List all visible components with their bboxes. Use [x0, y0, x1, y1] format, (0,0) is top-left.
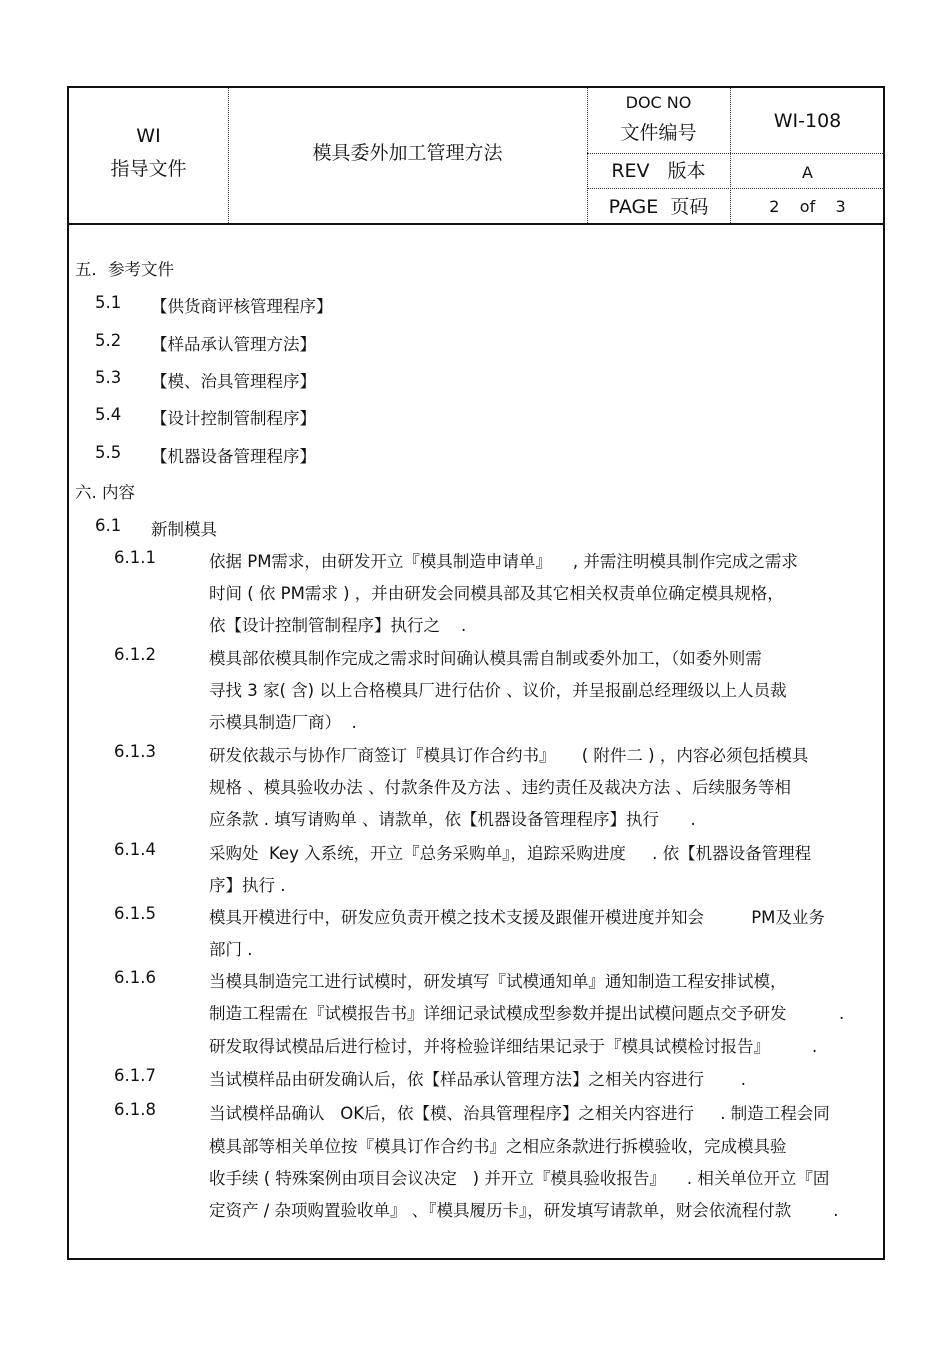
ref-item-number: 5.2 — [95, 331, 122, 350]
clause-line: 应条款 . 填写请购单 、请款单，依【机器设备管理程序】执行 . — [209, 810, 696, 829]
clause-number: 6.1.7 — [114, 1066, 156, 1085]
page-label: PAGE 页码 — [608, 196, 709, 218]
clause-line: 制造工程需在『试模报告书』详细记录试模成型参数并提出试模问题点交予研发 . — [209, 1004, 845, 1023]
clause-line: 定资产 / 杂项购置验收单』 、『模具履历卡』，研发填写请款单，财会依流程付款 . — [209, 1201, 839, 1220]
clause-number: 6.1.1 — [114, 548, 156, 567]
docno-cn-label: 文件编号 — [620, 122, 697, 144]
wi-sub-label: 指导文件 — [110, 158, 187, 180]
clause-line: 依【设计控制管制程序】执行之 . — [209, 616, 467, 635]
ref-item-text: 【样品承认管理方法】 — [151, 335, 316, 354]
clause-line: 寻找 3 家( 含) 以上合格模具厂进行估价 、议价，并呈报副总经理级以上人员裁 — [209, 681, 787, 700]
header-divider — [587, 188, 885, 189]
clause-line: 模具开模进行中，研发应负责开模之技术支援及跟催开模进度并知会 PM及业务 — [209, 908, 825, 927]
ref-item-number: 5.3 — [95, 368, 122, 387]
clause-line: 采购处 Key 入系统，开立『总务采购单』，追踪采购进度 . 依【机器设备管理程 — [209, 844, 812, 863]
ref-item-number: 5.5 — [95, 443, 122, 462]
clause-number: 6.1.5 — [114, 904, 156, 923]
clause-number: 6.1.2 — [114, 645, 156, 664]
clause-number: 6.1.8 — [114, 1100, 156, 1119]
clause-line: 模具部依模具制作完成之需求时间确认模具需自制或委外加工，（如委外则需 — [209, 649, 762, 668]
subsection-number: 6.1 — [95, 516, 122, 535]
document-title: 模具委外加工管理方法 — [312, 142, 503, 164]
subsection-title: 新制模具 — [151, 520, 217, 539]
docno-en-label: DOC NO — [625, 93, 692, 112]
ref-item-number: 5.4 — [95, 405, 122, 424]
clause-line: 序】执行 . — [209, 876, 286, 895]
page-value: 2 of 3 — [769, 197, 846, 216]
clause-line: 研发依裁示与协作厂商签订『模具订作合约书』 ( 附件二 ) ，内容必须包括模具 — [209, 746, 809, 765]
clause-line: 示模具制造厂商） . — [209, 713, 357, 732]
clause-line: 时间 ( 依 PM需求 ) ，并由研发会同模具部及其它相关权责单位确定模具规格， — [209, 584, 784, 603]
clause-line: 当试模样品由研发确认后，依【样品承认管理方法】之相关内容进行 . — [209, 1070, 746, 1089]
clause-line: 规格 、模具验收办法 、付款条件及方法 、违约责任及裁决方法 、后续服务等相 — [209, 778, 791, 797]
clause-number: 6.1.6 — [114, 968, 156, 987]
clause-line: 当模具制造完工进行试模时，研发填写『试模通知单』通知制造工程安排试模， — [209, 972, 787, 991]
clause-number: 6.1.4 — [114, 840, 156, 859]
rev-label: REV 版本 — [611, 160, 706, 182]
section5-heading: 五．参考文件 — [75, 260, 174, 279]
clause-line: 部门 . — [209, 940, 253, 959]
clause-line: 当试模样品确认 OK后，依【模、治具管理程序】之相关内容进行 . 制造工程会同 — [209, 1104, 830, 1123]
ref-item-text: 【模、治具管理程序】 — [151, 372, 316, 391]
ref-item-text: 【设计控制管制程序】 — [151, 409, 316, 428]
clause-number: 6.1.3 — [114, 742, 156, 761]
clause-line: 依据 PM需求，由研发开立『模具制造申请单』 , 并需注明模具制作完成之需求 — [209, 552, 798, 571]
ref-item-text: 【供货商评核管理程序】 — [151, 297, 333, 316]
doc-number: WI-108 — [773, 110, 842, 132]
ref-item-number: 5.1 — [95, 293, 122, 312]
section6-heading: 六. 内容 — [75, 483, 135, 502]
ref-item-text: 【机器设备管理程序】 — [151, 447, 316, 466]
clause-line: 研发取得试模品后进行检讨，并将检验详细结果记录于『模具试模检讨报告』 . — [209, 1037, 818, 1056]
clause-line: 模具部等相关单位按『模具订作合约书』之相应条款进行拆模验收，完成模具验 — [209, 1137, 787, 1156]
document-header — [69, 88, 883, 225]
wi-label: WI — [136, 125, 161, 147]
header-divider — [587, 153, 885, 154]
clause-line: 收手续 ( 特殊案例由项目会议决定 ) 并开立『模具验收报告』 . 相关单位开立『固 — [209, 1169, 830, 1188]
rev-value: A — [802, 163, 813, 182]
